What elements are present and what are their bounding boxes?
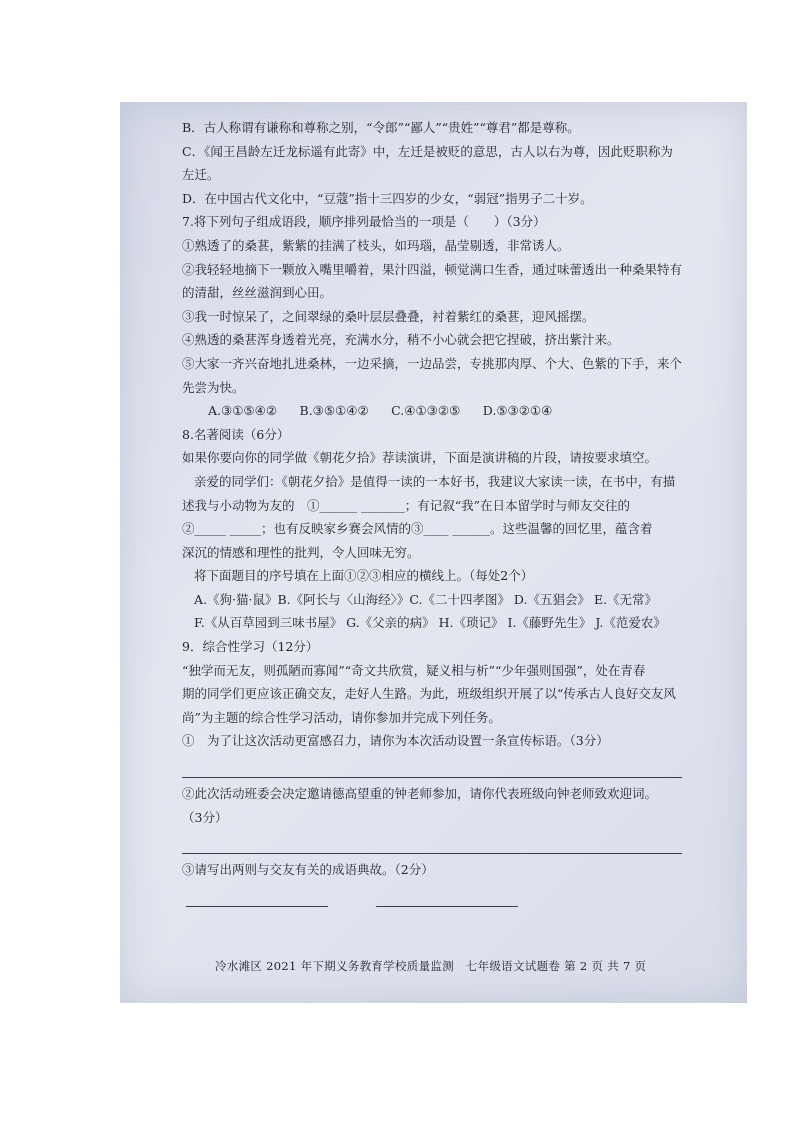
speech-line-1: 亲爱的同学们：《朝花夕拾》是值得一读的一本好书，我建议大家读一读，在书中，有描 — [194, 473, 676, 489]
task-2-points: （3分） — [182, 809, 228, 825]
question-7-options: A.③①⑤④② B.③⑤①④② C.④①③②⑤ D.⑤③②①④ — [208, 403, 553, 419]
answer-line-task-1[interactable] — [182, 759, 682, 778]
sentence-5-cont: 先尝为快。 — [182, 379, 245, 395]
task-1: ① 为了让这次活动更富感召力，请你为本次活动设置一条宣传标语。（3分） — [182, 733, 609, 749]
task-2: ②此次活动班委会决定邀请德高望重的钟老师参加，请你代表班级向钟老师致欢迎词。 — [182, 786, 658, 802]
question-9: 9．综合性学习（12分） — [182, 639, 319, 655]
option-c: C．《闻王昌龄左迁龙标遥有此寄》中，左迁是被贬的意思，古人以右为尊，因此贬职称为 — [182, 143, 673, 159]
question-8: 8.名著阅读（6分） — [182, 426, 290, 442]
page-footer: 冷水滩区 2021 年下期义务教育学校质量监测 七年级语文试题卷 第 2 页 共 7 页 — [215, 959, 647, 973]
question-8-instruction: 将下面题目的序号填在上面①②③相应的横线上。（每处2个） — [194, 568, 534, 584]
sentence-1: ①熟透了的桑葚，紫紫的挂满了枝头，如玛瑙，晶莹剔透，非常诱人。 — [182, 237, 570, 253]
sentence-2-cont: 的清甜，丝丝滋润到心田。 — [182, 285, 333, 301]
sentence-3: ③我一时惊呆了，之间翠绿的桑叶层层叠叠，衬着紫红的桑葚，迎风摇摆。 — [182, 308, 595, 324]
question-9-text-3: 尚”为主题的综合性学习活动，请你参加并完成下列任务。 — [182, 709, 501, 725]
question-9-text-2: 期的同学们更应该正确交友，走好人生路。为此，班级组织开展了以“传承古人良好交友风 — [182, 686, 676, 702]
question-8-intro: 如果你要向你的同学做《朝花夕拾》荐读演讲，下面是演讲稿的片段，请按要求填空。 — [182, 450, 658, 466]
answer-line-task-3-b[interactable] — [376, 892, 518, 907]
option-b: B．古人称谓有谦称和尊称之别，“令郎”“鄙人”“贵姓”“尊君”都是尊称。 — [182, 120, 580, 135]
answer-line-task-3-a[interactable] — [186, 892, 328, 907]
exam-page — [182, 116, 682, 907]
speech-line-4: 深沉的情感和理性的批判，令人回味无穷。 — [182, 544, 420, 560]
sentence-4: ④熟透的桑葚浑身透着光亮，充满水分，稍不小心就会把它捏破，挤出紫汁来。 — [182, 332, 620, 348]
task-3: ③请写出两则与交友有关的成语典故。（2分） — [182, 862, 434, 878]
book-titles-row-2: F.《从百草园到三味书屋》 G.《父亲的病》 H.《琐记》 I.《藤野先生》 J.《范爱农》 — [194, 615, 666, 631]
speech-line-2: 述我与小动物为友的 ①______ _______；有记叙“我”在日本留学时与师友交往的 — [182, 497, 631, 513]
option-c-cont: 左迁。 — [182, 167, 220, 183]
speech-line-3: ②_____ _____；也有反映家乡赛会风情的③____ ______。这些温馨的回忆里，蕴含着 — [182, 521, 653, 537]
sentence-5: ⑤大家一齐兴奋地扎进桑林，一边采摘，一边品尝，专挑那肉厚、个大、色紫的下手，来个 — [182, 355, 683, 371]
answer-lines-task-3 — [186, 892, 682, 907]
sentence-2: ②我轻轻地摘下一颗放入嘴里嚼着，果汁四溢，顿觉满口生香，通过味蕾透出一种桑果特有 — [182, 261, 683, 277]
option-d: D．在中国古代文化中，“豆蔻”指十三四岁的少女，“弱冠”指男子二十岁。 — [182, 190, 593, 206]
book-titles-row-1: A.《狗·猫·鼠》B.《阿长与〈山海经〉》C.《二十四孝图》 D.《五猖会》 E.《无常》 — [194, 591, 658, 607]
question-7: 7.将下列句子组成语段，顺序排列最恰当的一项是（ ）（3分） — [182, 214, 546, 230]
question-9-text-1: “独学而无友，则孤陋而寡闻”“奇文共欣赏，疑义相与析”“少年强则国强”，处在青春 — [182, 662, 646, 678]
answer-line-task-2[interactable] — [182, 835, 682, 854]
